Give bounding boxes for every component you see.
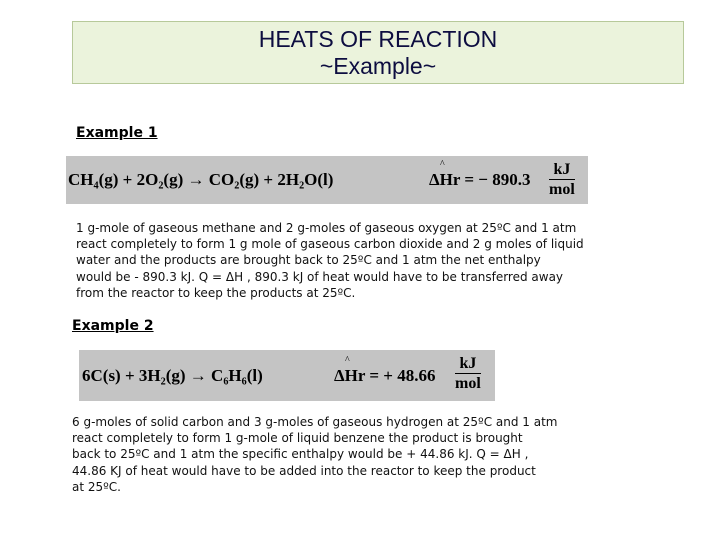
example-2-heading: Example 2 [72, 318, 154, 334]
example-1-heading: Example 1 [76, 125, 158, 141]
example-1-reaction: CH₄(g) + 2O₂(g) → CO₂(g) + 2H₂O(l) [68, 170, 334, 189]
example-2-unit [455, 354, 481, 393]
example-1-description [76, 220, 584, 301]
description-line: at 25ºC. [72, 479, 121, 494]
description-line: react completely to form 1 g mole of gaseous carbon dioxide and 2 g moles of liquid [76, 237, 584, 252]
description-line: back to 25ºC and 1 atm the specific enthalpy would be + 44.86 kJ. Q = ΔH , [72, 447, 529, 462]
example-2-unit-denominator: mol [455, 375, 481, 392]
example-2-equation-box [79, 350, 495, 401]
title-box [72, 21, 684, 84]
example-2-description [72, 414, 557, 495]
example-1-equation-box [66, 156, 588, 204]
description-line: would be - 890.3 kJ. Q = ΔH , 890.3 kJ of heat would have to be transferred away [76, 269, 564, 284]
example-2-reaction: 6C(s) + 3H₂(g) → C₆H₆(l) [82, 366, 263, 385]
description-line: 1 g-mole of gaseous methane and 2 g-moles of gaseous oxygen at 25ºC and 1 atm [76, 221, 577, 235]
description-line: water and the products are brought back to 25ºC and 1 atm the net enthalpy [76, 253, 541, 268]
example-2-enthalpy: ^ ΔHr = + 48.66 [334, 366, 436, 386]
slide-subtitle: ~Example~ [319, 53, 437, 79]
example-1-unit-denominator: mol [549, 181, 575, 198]
description-line: 44.86 KJ of heat would have to be added into the reactor to keep the product [72, 463, 536, 478]
example-1-enthalpy: ^ ΔHr = − 890.3 [429, 170, 531, 190]
description-line: react completely to form 1 g-mole of liquid benzene the product is brought [72, 431, 523, 446]
description-line: 6 g-moles of solid carbon and 3 g-moles of gaseous hydrogen at 25ºC and 1 atm [72, 415, 558, 429]
slide-title: HEATS OF REACTION [258, 26, 498, 52]
example-2-unit-numerator: kJ [455, 354, 481, 374]
example-1-unit-numerator: kJ [549, 160, 575, 180]
example-1-unit [549, 160, 575, 199]
description-line: from the reactor to keep the products at 25ºC. [76, 285, 356, 300]
